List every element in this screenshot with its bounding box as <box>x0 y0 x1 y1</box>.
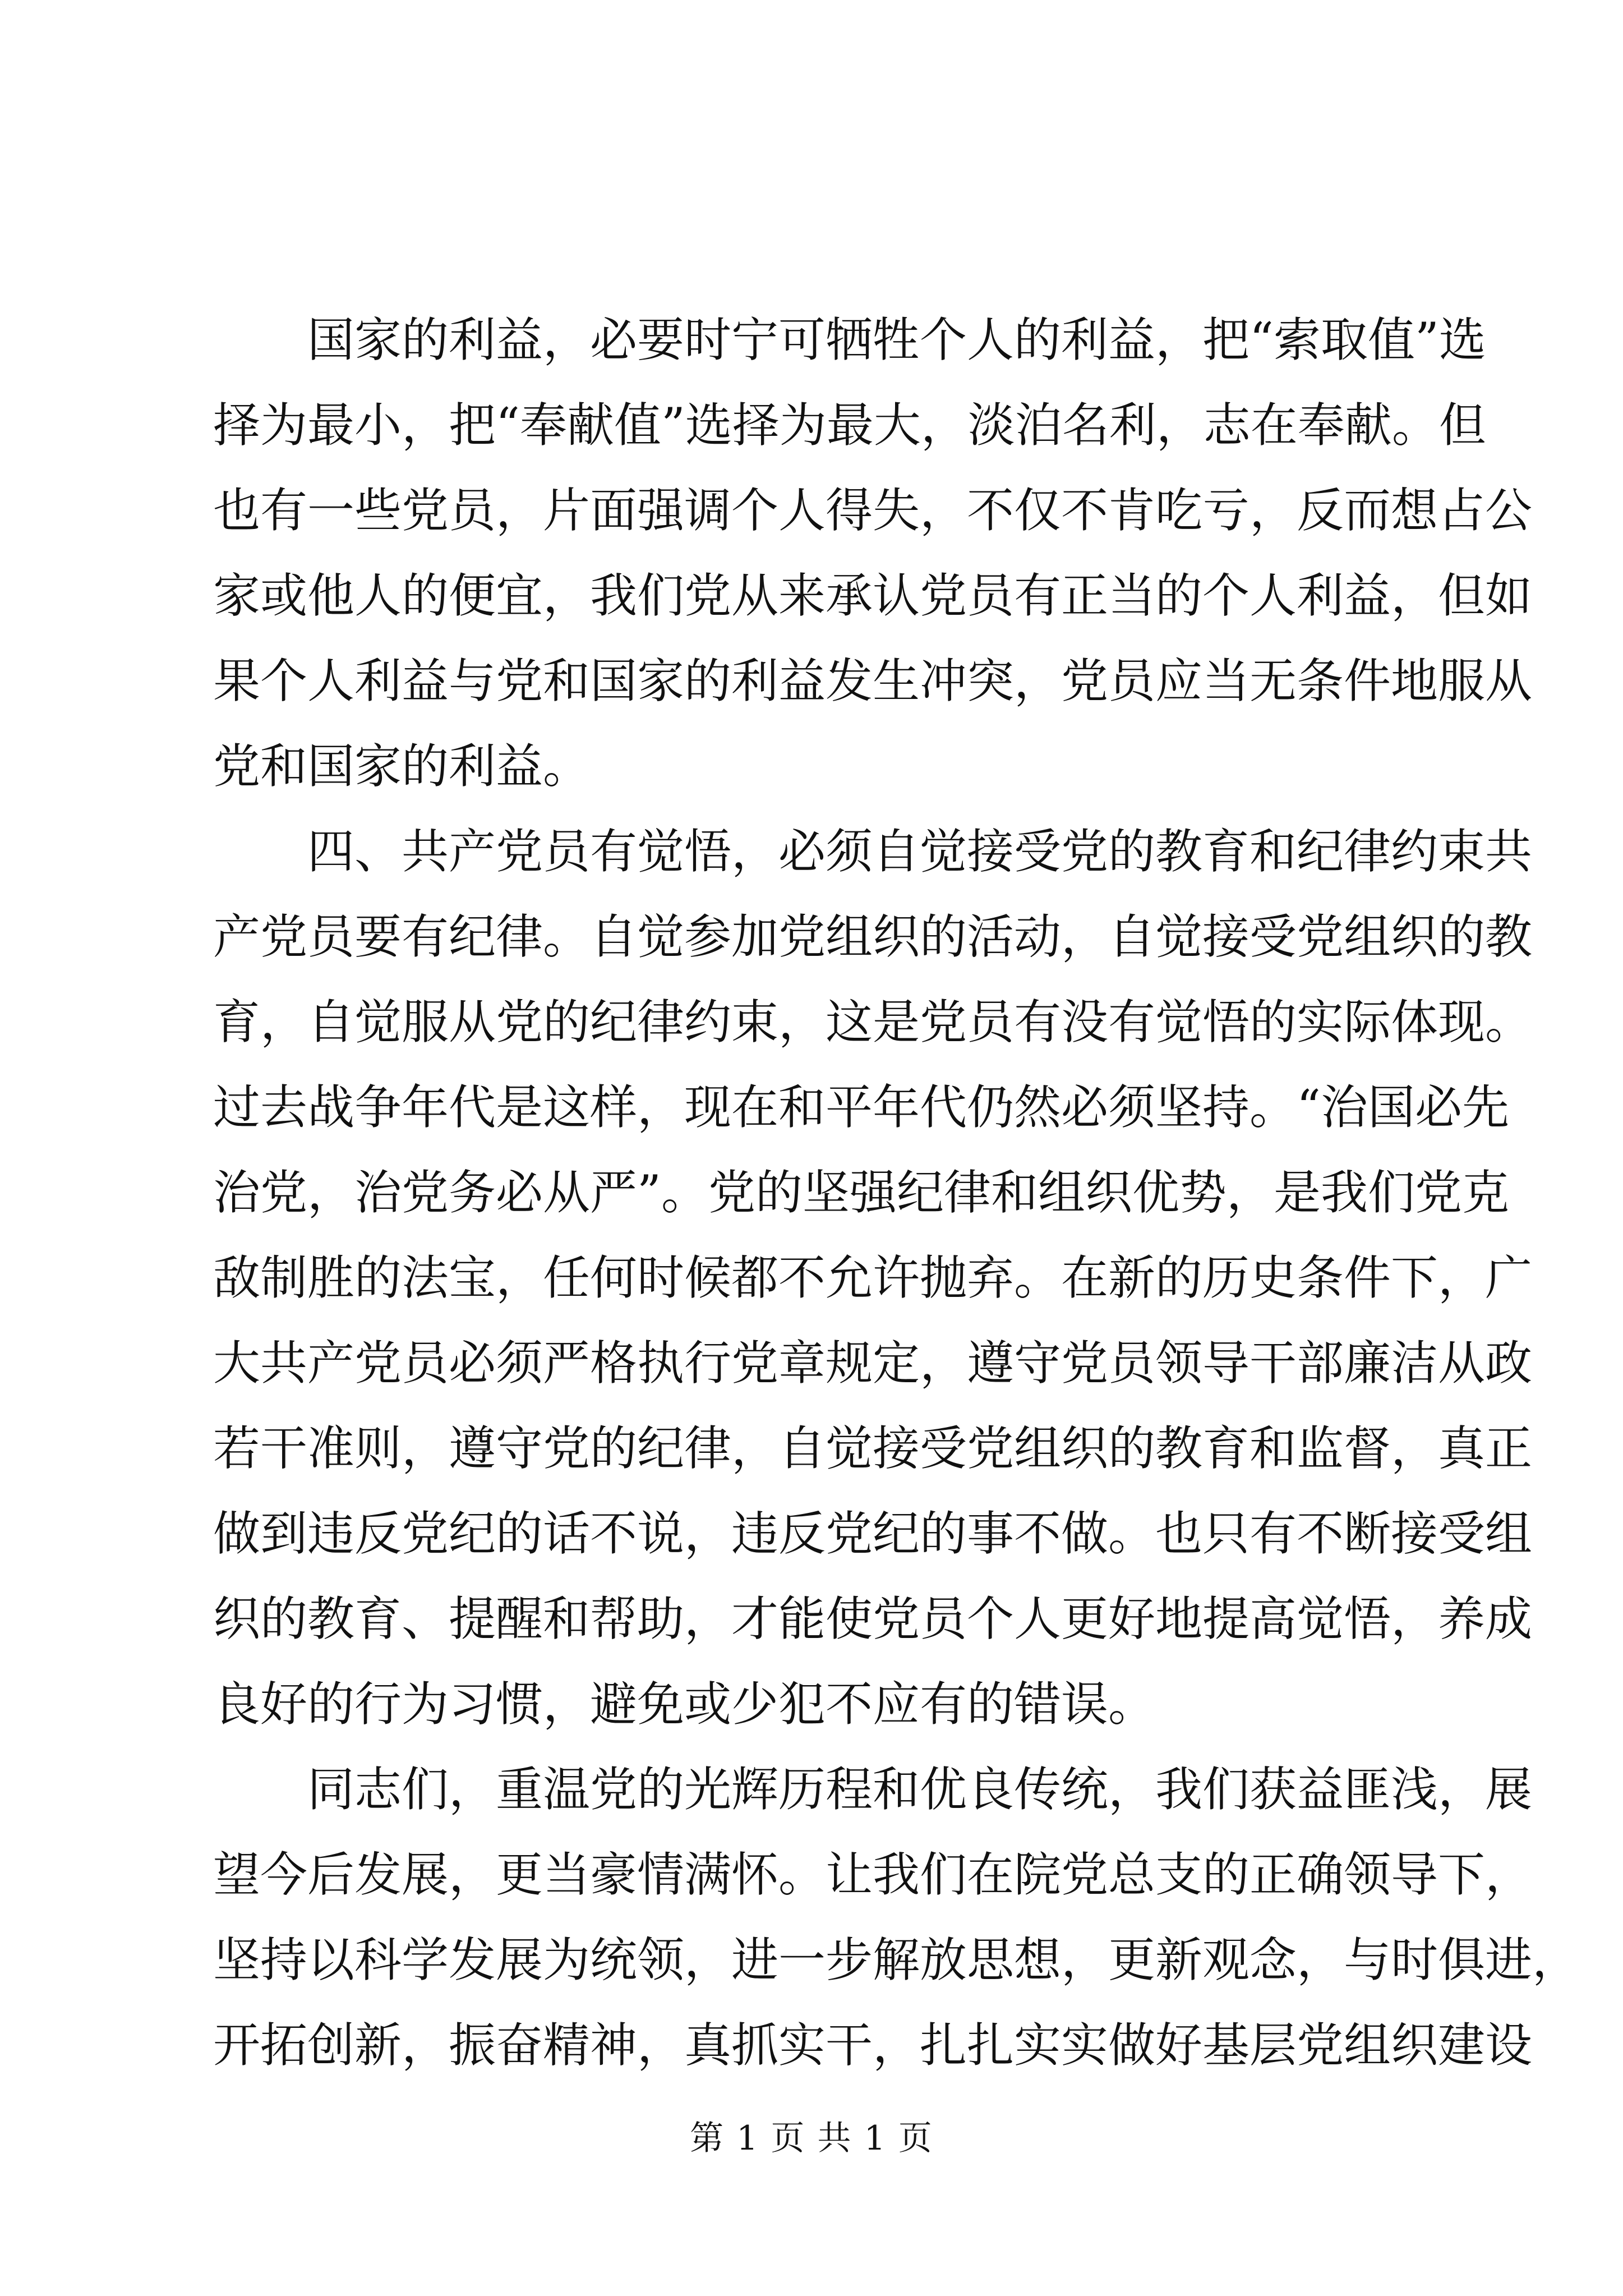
text-line: 四、共产党员有觉悟，必须自觉接受党的教育和纪律约束共 <box>307 824 1533 879</box>
text-line: 产党员要有纪律。自觉参加党组织的活动，自觉接受党组织的教 <box>213 909 1533 964</box>
text-line: 大共产党员必须严格执行党章规定，遵守党员领导干部廉洁从政 <box>213 1336 1533 1391</box>
text-line: 家或他人的便宜，我们党从来承认党员有正当的个人利益，但如 <box>213 568 1533 623</box>
text-line: 也有一些党员，片面强调个人得失，不仅不肯吃亏，反而想占公 <box>213 483 1533 538</box>
text-line: 做到违反党纪的话不说，违反党纪的事不做。也只有不断接受组 <box>213 1506 1533 1561</box>
text-line: 良好的行为习惯，避免或少犯不应有的错误。 <box>213 1677 1156 1732</box>
text-line: 织的教育、提醒和帮助，才能使党员个人更好地提高觉悟，养成 <box>213 1591 1533 1646</box>
body-text <box>213 297 1580 2088</box>
text-line: 果个人利益与党和国家的利益发生冲突，党员应当无条件地服从 <box>213 654 1533 708</box>
text-line: 望今后发展，更当豪情满怀。让我们在院党总支的正确领导下， <box>213 1847 1533 1902</box>
page-number-footer: 第 1 页 共 1 页 <box>690 2119 933 2158</box>
text-line: 育，自觉服从党的纪律约束，这是党员有没有觉悟的实际体现。 <box>213 995 1533 1050</box>
text-line: 敌制胜的法宝，任何时候都不允许抛弃。在新的历史条件下，广 <box>213 1250 1533 1305</box>
text-line: 同志们，重温党的光辉历程和优良传统，我们获益匪浅，展 <box>307 1762 1533 1817</box>
text-line: 国家的利益，必要时宁可牺牲个人的利益，把“索取值”选 <box>307 312 1486 367</box>
text-line: 若干准则，遵守党的纪律，自觉接受党组织的教育和监督，真正 <box>213 1421 1533 1476</box>
text-line: 党和国家的利益。 <box>213 739 591 794</box>
text-line: 治党，治党务必从严”。党的坚强纪律和组织优势，是我们党克 <box>213 1165 1509 1220</box>
text-line: 开拓创新，振奋精神，真抓实干，扎扎实实做好基层党组织建设 <box>213 2018 1533 2073</box>
text-line: 择为最小，把“奉献值”选择为最大，淡泊名利，志在奉献。但 <box>213 398 1486 453</box>
text-line: 过去战争年代是这样，现在和平年代仍然必须坚持。“治国必先 <box>213 1080 1509 1135</box>
text-line: 坚持以科学发展为统领，进一步解放思想，更新观念，与时俱进， <box>213 1932 1580 1987</box>
